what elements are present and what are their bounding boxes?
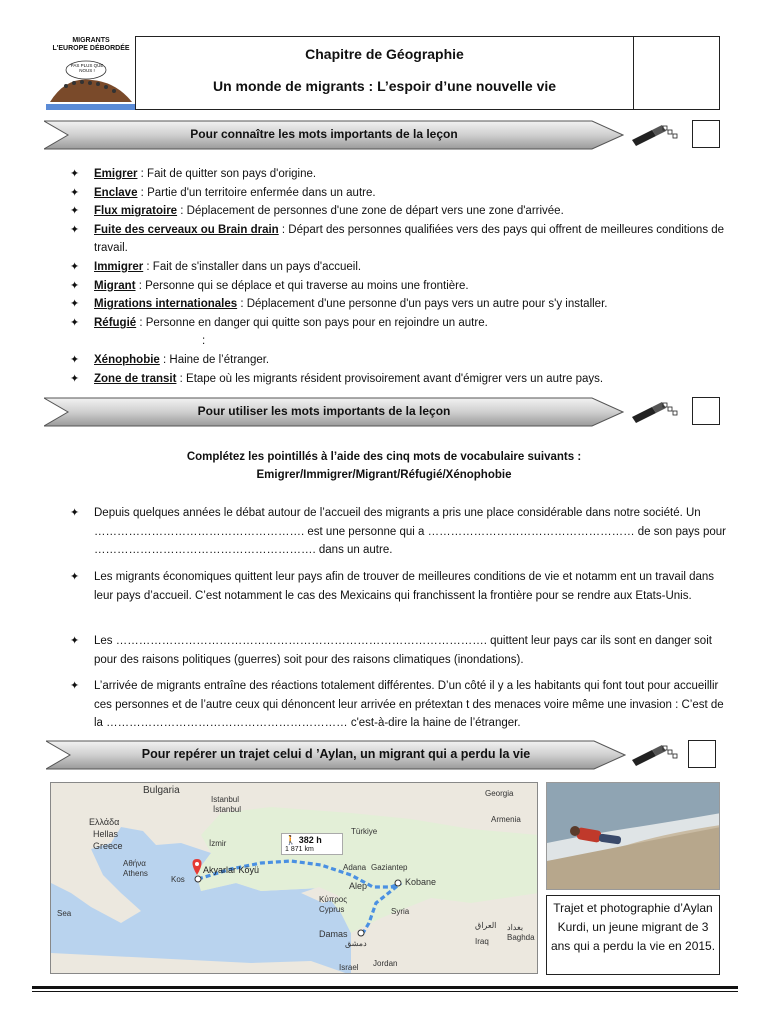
bullet-icon: ✦ <box>70 186 80 199</box>
definition: : Fait de s'installer dans un pays d'accueil. <box>143 260 362 273</box>
map-label-turkiye: Türkiye <box>351 827 378 836</box>
logo-text-line2: L'EUROPE DÉBORDÉE <box>52 45 130 52</box>
beach-photo <box>546 782 720 890</box>
instructions-line1: Complétez les pointillés à l’aide des cinq mots de vocabulaire suivants : <box>186 451 582 463</box>
exercise-paragraph-2 <box>70 568 730 605</box>
map-label-akyarlar: Akyarlar Köyü <box>203 865 260 875</box>
bullet-icon: ✦ <box>70 223 80 236</box>
vocabulary-words: Emigrer/Immigrer/Migrant/Réfugié/Xénophobie <box>256 469 512 481</box>
photo-caption: Trajet et photographie d’Aylan Kurdi, un jeune migrant de 3 ans qui a perdu la vie en 2015. <box>546 895 720 975</box>
map-label-iraq: Iraq <box>475 937 489 946</box>
logo-title <box>48 37 134 53</box>
footer-divider-thin <box>32 991 738 992</box>
section-banner-2 <box>44 397 624 427</box>
map-label-baghdad: Baghda <box>507 933 535 942</box>
section-label-1: Pour connaître les mots importants de la leçon <box>190 127 458 141</box>
exercise-text: Les migrants économiques quittent leur pays afin de trouver de meilleures conditions de vie et notamm ent un travail dans leur pays d’accueil. C’est notamment le cas des Mexicains qui franchissent la frontière pour se rendre aux Etats-Unis. <box>94 571 715 602</box>
list-item <box>70 370 730 389</box>
list-item <box>70 202 730 221</box>
map-label-istanbul: Istanbul <box>211 795 240 804</box>
map-label-syria: Syria <box>391 907 410 916</box>
map-label-baghdad-ar: بغداد <box>507 923 524 932</box>
definition: : Fait de quitter son pays d'origine. <box>137 168 317 180</box>
bullet-icon: ✦ <box>70 571 80 583</box>
term: Immigrer <box>94 260 144 273</box>
definition: : Partie d'un territoire enfermée dans un autre. <box>137 186 376 199</box>
bullet-icon: ✦ <box>70 205 80 218</box>
bullet-icon: ✦ <box>70 260 80 273</box>
logo-speech-bubble: PAS PLUS QUE NOUS ! <box>70 63 104 73</box>
header-empty-box <box>633 36 720 110</box>
exercise-text: L’arrivée de migrants entraîne des réactions totalement différentes. D’un côté il y a les habitants qui font tout pour accueillir ces personnes et de l’autre ceux qui dénoncent leur arrivée en prétextan t des menaces voire même une invasion : C’est de la ……………………………………………………… c'est-à-dire la haine de l’étranger. <box>94 680 724 729</box>
definition: : Etape où les migrants résident provisoirement avant d'émigrer vers un autre pays. <box>176 372 604 385</box>
map-label-alep: Alep <box>349 881 368 891</box>
list-item <box>70 351 730 370</box>
page-subtitle: Un monde de migrants : L’espoir d’une nouvelle vie <box>212 78 557 94</box>
definition: : Départ des personnes qualifiées vers des pays qui offrent de meilleures conditions de travail. <box>94 223 725 255</box>
cartoon-logo <box>46 36 136 110</box>
map-label-cyprus: Cyprus <box>319 905 345 914</box>
definition: : Haine de l’étranger. <box>159 353 270 366</box>
map-label-damas-ar: دمشق <box>345 939 367 948</box>
list-item <box>70 165 730 184</box>
route-map <box>50 782 538 974</box>
map-label-bulgaria: Bulgaria <box>143 785 180 796</box>
term: Réfugié <box>94 316 137 329</box>
definition: : Déplacement d'une personne d'un pays vers un autre pour s'y installer. <box>237 298 608 311</box>
map-label-gaziantep: Gaziantep <box>371 863 408 872</box>
bullet-icon: ✦ <box>70 635 80 647</box>
map-label-iraq-ar: العراق <box>475 921 497 930</box>
bullet-icon: ✦ <box>70 279 80 292</box>
list-item <box>70 277 730 296</box>
list-item <box>70 295 730 314</box>
map-label-kobane: Kobane <box>405 877 437 887</box>
logo-text-line1: MIGRANTS <box>72 37 110 44</box>
bullet-icon: ✦ <box>70 680 80 692</box>
bullet-icon: ✦ <box>70 168 80 180</box>
map-label-ellada: Ελλάδα <box>89 817 120 827</box>
footer-divider <box>32 986 738 989</box>
list-item <box>70 314 730 333</box>
definitions-list <box>70 165 730 388</box>
route-distance: 1 871 km <box>285 846 314 853</box>
section-label-3: Pour repérer un trajet celui d ’Aylan, un migrant qui a perdu la vie <box>141 747 531 761</box>
list-item <box>70 258 730 277</box>
exercise-paragraph-4 <box>70 677 730 733</box>
term: Fuite des cerveaux ou Brain drain <box>94 223 279 236</box>
route-info-box <box>281 833 343 855</box>
walking-icon: 🚶 <box>285 835 297 845</box>
term: Enclave <box>94 186 138 199</box>
exercise-text: Depuis quelques années le débat autour de l’accueil des migrants a pris une place considérable dans notre société. Un ………………………………………………. est une personne qui a ……………………………………………… de son pays pour …………………………………………………. dans un autre. <box>94 507 727 556</box>
map-label-athina: Αθήνα <box>123 859 146 868</box>
term: Emigrer <box>94 168 138 180</box>
bullet-icon: ✦ <box>70 316 80 329</box>
map-label-greece: Greece <box>93 841 123 851</box>
definition: : Personne en danger qui quitte son pays pour en rejoindre un autre. <box>136 316 488 329</box>
pencil-checklist-icon <box>630 399 682 425</box>
page-title: Chapitre de Géographie <box>305 46 464 62</box>
map-label-kos: Kos <box>171 875 185 884</box>
map-label-damas: Damas <box>319 929 348 939</box>
exercise-paragraph-3 <box>70 632 730 669</box>
list-item <box>70 221 730 258</box>
term: Migrant <box>94 279 136 292</box>
checkbox-section-3[interactable] <box>688 740 716 768</box>
bullet-icon: ✦ <box>70 507 80 519</box>
map-label-hellas: Hellas <box>93 829 119 839</box>
section-banner-1 <box>44 120 624 150</box>
exercise-instructions <box>110 448 658 484</box>
term: Flux migratoire <box>94 205 178 218</box>
definition: : Déplacement de personnes d'une zone de départ vers une zone d'arrivée. <box>177 205 564 218</box>
map-label-georgia: Georgia <box>485 789 514 798</box>
definition: : Personne qui se déplace et qui traverse au moins une frontière. <box>135 279 469 292</box>
map-label-athens: Athens <box>123 869 148 878</box>
bullet-icon: ✦ <box>70 353 80 366</box>
map-label-sea: Sea <box>57 909 72 918</box>
checkbox-section-1[interactable] <box>692 120 720 148</box>
map-label-kypros: Κύπρος <box>319 895 348 904</box>
section-banner-3 <box>46 740 626 770</box>
bullet-icon: ✦ <box>70 372 80 385</box>
list-item <box>70 184 730 203</box>
stray-colon: : <box>202 335 206 348</box>
term: Xénophobie <box>94 353 160 366</box>
map-label-adana: Adana <box>343 863 367 872</box>
section-label-2: Pour utiliser les mots importants de la leçon <box>197 404 451 418</box>
pencil-checklist-icon <box>630 742 682 768</box>
map-label-israel: Israel <box>339 963 359 972</box>
pencil-checklist-icon <box>630 122 682 148</box>
map-label-istanbul-tr: İstanbul <box>213 805 242 814</box>
map-label-jordan: Jordan <box>373 959 398 968</box>
term: Zone de transit <box>94 372 177 385</box>
map-label-izmir: İzmir <box>209 839 227 848</box>
route-time: 382 h <box>298 835 322 845</box>
bullet-icon: ✦ <box>70 298 80 311</box>
exercise-text: Les ……………………………………………………………………………………. quittent leur pays car ils sont en danger soit pour des raisons politiques (guerres) soit pour des raisons climatiques (inondations). <box>94 635 712 666</box>
map-label-armenia: Armenia <box>491 815 521 824</box>
checkbox-section-2[interactable] <box>692 397 720 425</box>
term: Migrations internationales <box>94 298 238 311</box>
exercise-paragraph-1 <box>70 504 730 560</box>
